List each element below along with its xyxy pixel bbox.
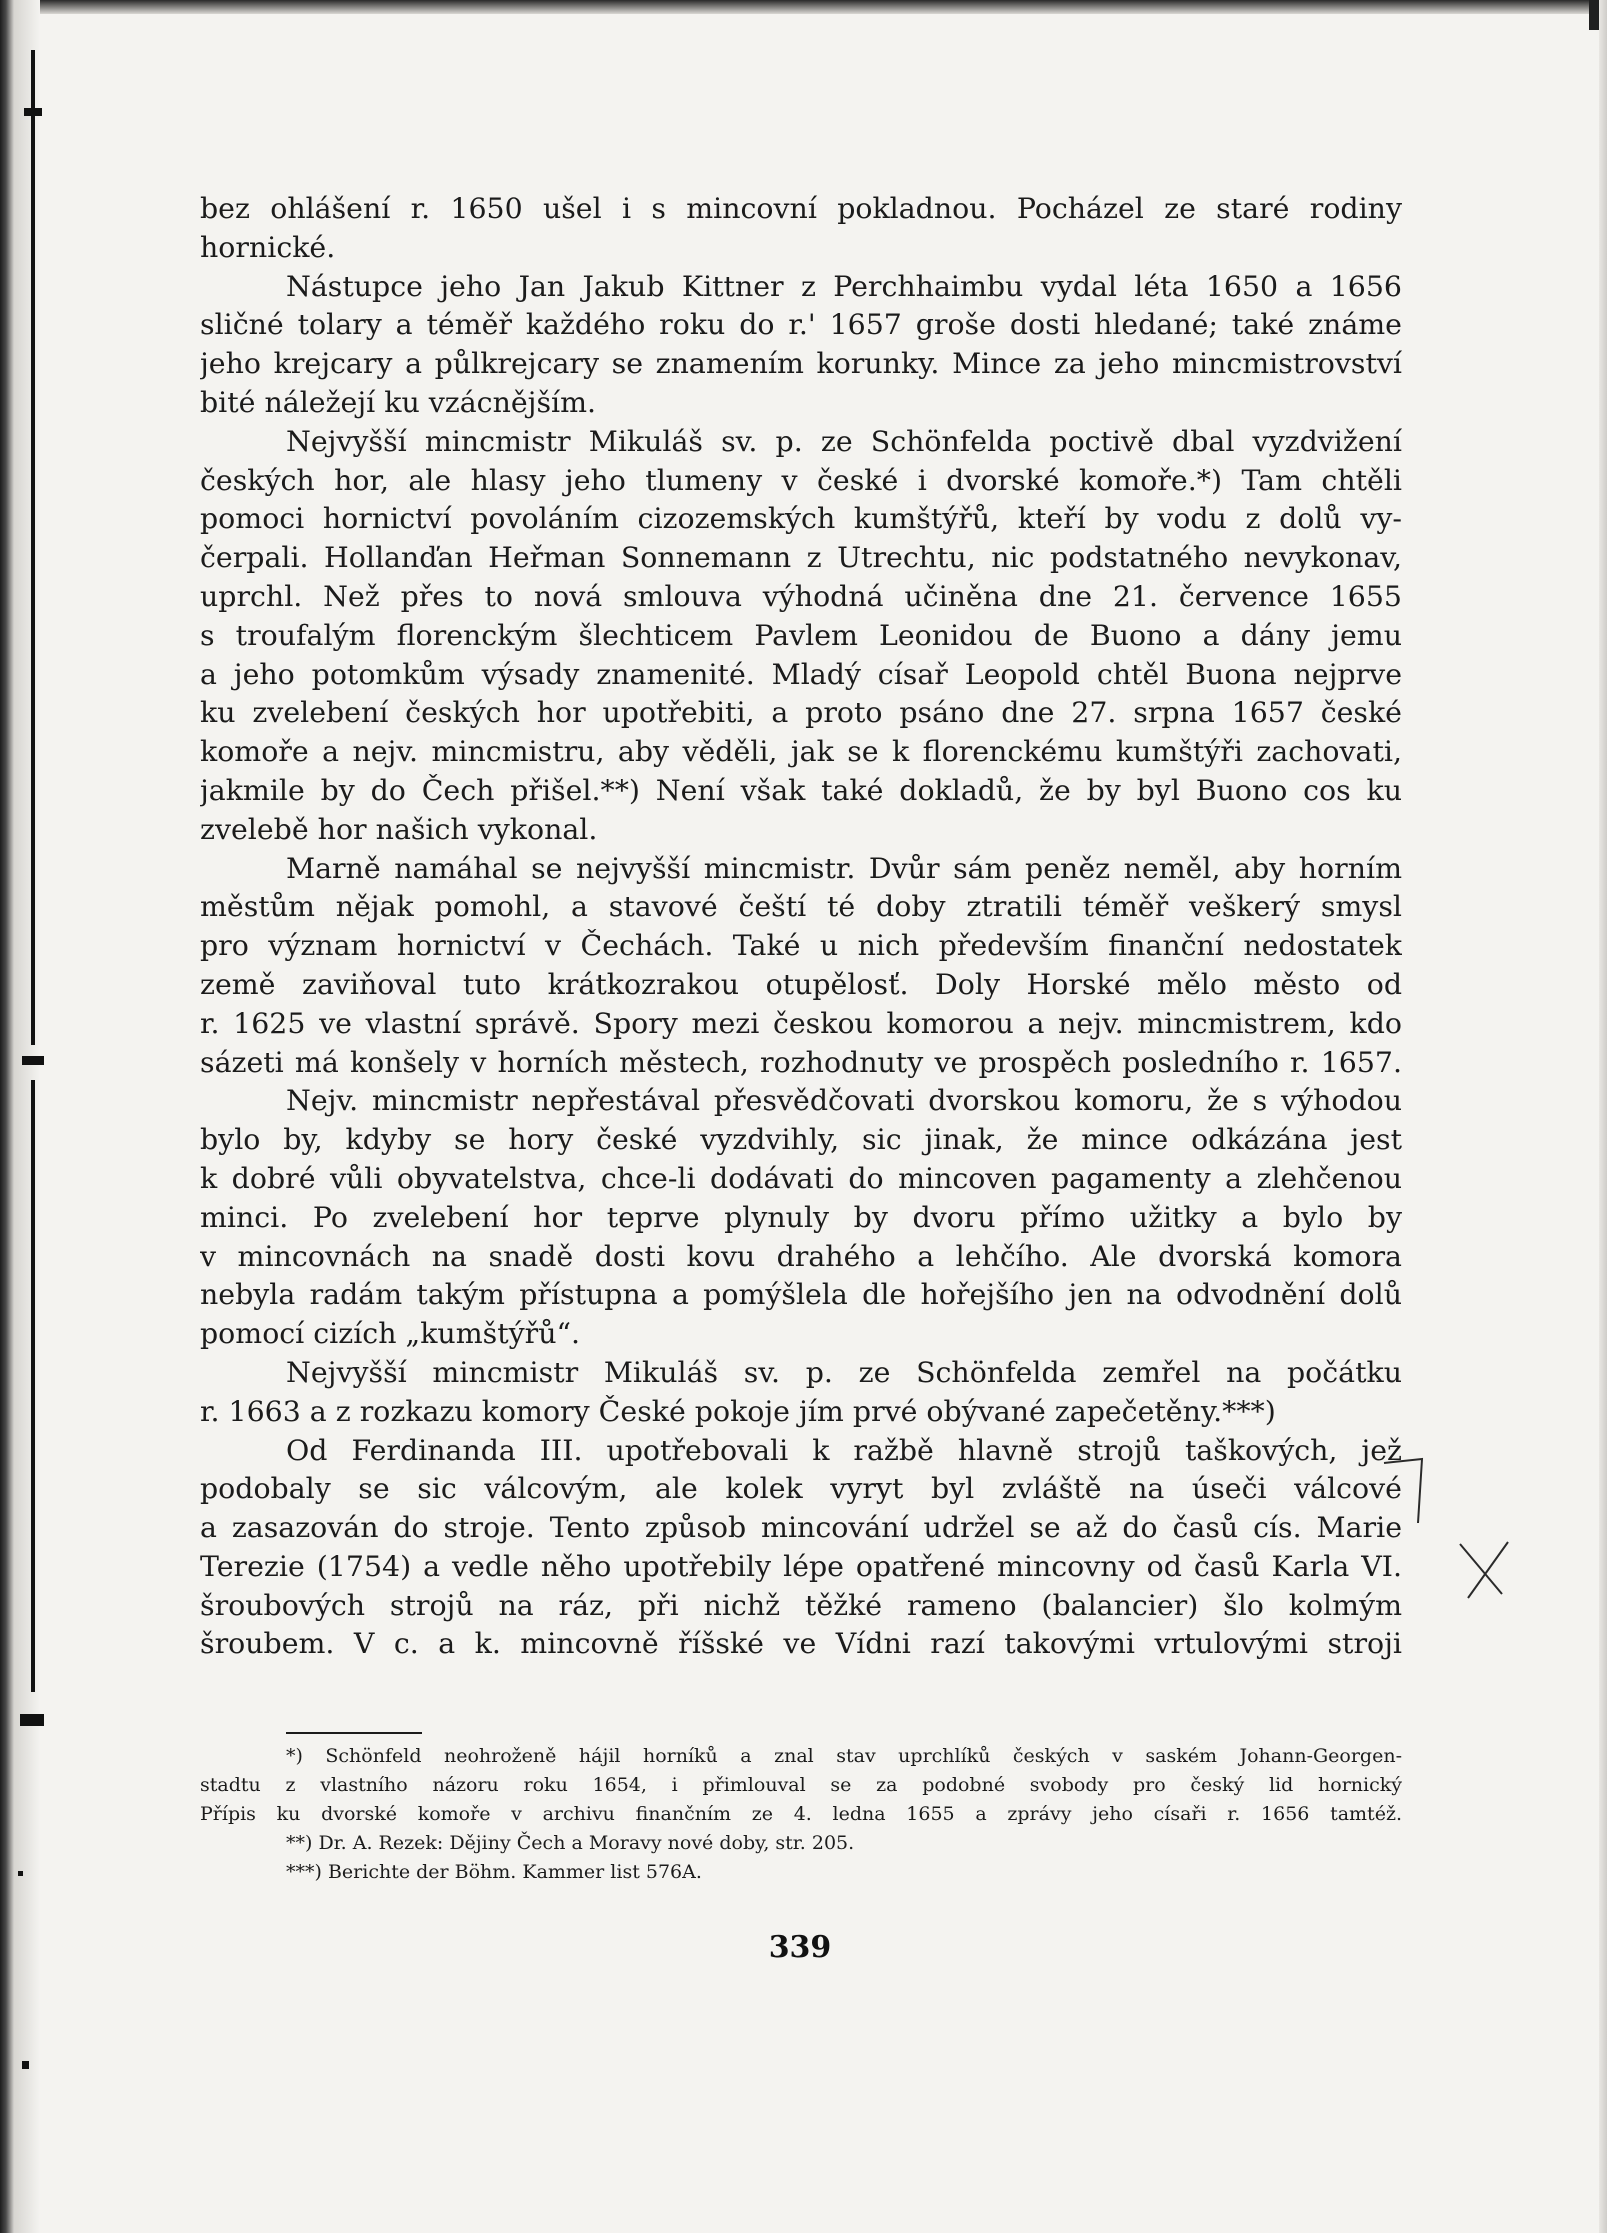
binding-mark-upper [24, 108, 42, 116]
body-line-18: Marně namáhal se nejvyšší mincmistr. Dvůr sám peněz neměl, aby horním [286, 851, 1402, 885]
body-line-13: a jeho potomkům výsady znamenité. Mladý císař Leopold chtěl Buona nejprve [200, 657, 1402, 691]
body-line-7: Nejvyšší mincmistr Mikuláš sv. p. ze Schönfelda poctivě dbal vyzdvižení [286, 424, 1402, 458]
footnote-line-5: ***) Berichte der Böhm. Kammer list 576A. [286, 1861, 702, 1883]
body-line-27: minci. Po zvelebení hor teprve plynuly by dvoru přímo užitky a bylo by [200, 1200, 1402, 1234]
body-line-17: zvelebě hor našich vykonal. [200, 812, 598, 846]
binding-mark-middle [22, 1056, 44, 1065]
page-number: 339 [768, 1930, 832, 1965]
body-line-25: bylo by, kdyby se hory české vyzdvihly, sic jinak, že mince odkázána jest [200, 1123, 1402, 1157]
body-line-19: městům nějak pomohl, a stavové čeští té doby ztratili téměř veškerý smysl [200, 890, 1402, 924]
footnotes [200, 1732, 1402, 1887]
body-line-30: pomocí cizích „kumštýřů“. [200, 1317, 581, 1351]
body-text [200, 190, 1402, 1664]
body-line-24: Nejv. mincmistr nepřestával přesvědčovati dvorskou komoru, že s výhodou [286, 1084, 1402, 1118]
body-line-28: v mincovnách na snadě dosti kovu drahého a lehčího. Ale dvorská komora [200, 1239, 1402, 1273]
body-line-32: r. 1663 a z rozkazu komory České pokoje jím prvé obývané zapečetěny.***) [200, 1394, 1276, 1428]
body-line-37: šroubových strojů na ráz, při nichž těžké rameno (balancier) šlo kolmým [200, 1588, 1402, 1622]
body-line-31: Nejvyšší mincmistr Mikuláš sv. p. ze Schönfelda zemřel na počátku [286, 1355, 1402, 1389]
body-line-20: pro význam hornictví v Čechách. Také u nich především finanční nedostatek [200, 929, 1402, 963]
footnote-line-2: stadtu z vlastního názoru roku 1654, i přimlouval se za podobné svobody pro český lid hornický [200, 1774, 1402, 1796]
body-line-9: pomoci hornictví povoláním cizozemských kumštýřů, kteří by vodu z dolů vy- [200, 502, 1402, 536]
body-line-11: uprchl. Než přes to nová smlouva výhodná učiněna dne 21. července 1655 [200, 579, 1402, 613]
body-line-12: s troufalým florenckým šlechticem Pavlem Leonidou de Buono a dány jemu [200, 618, 1402, 652]
footnote-line-3: Přípis ku dvorské komoře v archivu finančním ze 4. ledna 1655 a zprávy jeho císaři r. 1656 tamtéž. [200, 1803, 1402, 1825]
body-line-23: sázeti má konšely v horních městech, rozhodnuty ve prospěch posledního r. 1657. [200, 1045, 1402, 1079]
body-line-3: Nástupce jeho Jan Jakub Kittner z Perchhaimbu vydal léta 1650 a 1656 [286, 269, 1402, 303]
pencil-bracket-mark [1382, 1457, 1428, 1527]
body-line-22: r. 1625 ve vlastní správě. Spory mezi českou komorou a nejv. mincmistrem, kdo [200, 1006, 1402, 1040]
binding-dot-a [18, 1871, 23, 1876]
footnote-rule [286, 1732, 422, 1734]
margin-x-mark [1454, 1540, 1514, 1600]
footnote-line-4: **) Dr. A. Rezek: Dějiny Čech a Moravy nové doby, str. 205. [286, 1832, 855, 1854]
body-line-15: komoře a nejv. mincmistru, aby věděli, jak se k florenckému kumštýři zachovati, [200, 735, 1402, 769]
page-edge [1599, 0, 1607, 2233]
body-line-34: podobaly se sic válcovým, ale kolek vyryt byl zvláště na úseči válcové [200, 1472, 1402, 1506]
body-line-16: jakmile by do Čech přišel.**) Není však také dokladů, že by byl Buono cos ku [200, 773, 1402, 807]
binding-rule-lower [31, 1080, 35, 1692]
binding-mark-lower [20, 1714, 44, 1726]
body-line-26: k dobré vůli obyvatelstva, chce-li dodávati do mincoven pagamenty a zlehčenou [200, 1161, 1402, 1195]
body-line-5: jeho krejcary a půlkrejcary se znamením korunky. Mince za jeho mincmistrovství [200, 347, 1402, 381]
binding-dot-b [22, 2061, 29, 2069]
body-line-21: země zaviňoval tuto krátkozrakou otupělosť. Doly Horské mělo město od [200, 967, 1402, 1001]
body-line-38: šroubem. V c. a k. mincovně říšské ve Vídni razí takovými vrtulovými stroji [200, 1627, 1402, 1661]
body-line-4: sličné tolary a téměř každého roku do r.' 1657 groše dosti hledané; také známe [200, 308, 1402, 342]
body-line-6: bité náležejí ku vzácnějším. [200, 385, 597, 419]
scan-top-shadow [0, 0, 1607, 14]
body-line-10: čerpali. Hollanďan Heřman Sonnemann z Utrechtu, nic podstatného nevykonav, [200, 541, 1402, 575]
body-line-33: Od Ferdinanda III. upotřebovali k ražbě hlavně strojů taškových, jež [286, 1433, 1402, 1467]
body-line-35: a zasazován do stroje. Tento způsob mincování udržel se až do časů cís. Marie [200, 1511, 1402, 1545]
body-line-36: Terezie (1754) a vedle něho upotřebily lépe opatřené mincovny od časů Karla VI. [200, 1549, 1402, 1583]
binding-rule-upper [31, 50, 35, 1045]
footnote-line-1: *) Schönfeld neohroženě hájil horníků a znal stav uprchlíků českých v saském Johann-Georgen- [286, 1745, 1402, 1767]
body-line-29: nebyla radám takým přístupna a pomýšlela dle hořejšího jen na odvodnění dolů [200, 1278, 1402, 1312]
body-line-14: ku zvelebení českých hor upotřebiti, a proto psáno dne 27. srpna 1657 české [200, 696, 1402, 730]
body-line-8: českých hor, ale hlasy jeho tlumeny v české i dvorské komoře.*) Tam chtěli [200, 463, 1402, 497]
body-line-1: bez ohlášení r. 1650 ušel i s mincovní pokladnou. Pocházel ze staré rodiny [200, 192, 1402, 225]
body-line-2: hornické. [200, 230, 336, 264]
